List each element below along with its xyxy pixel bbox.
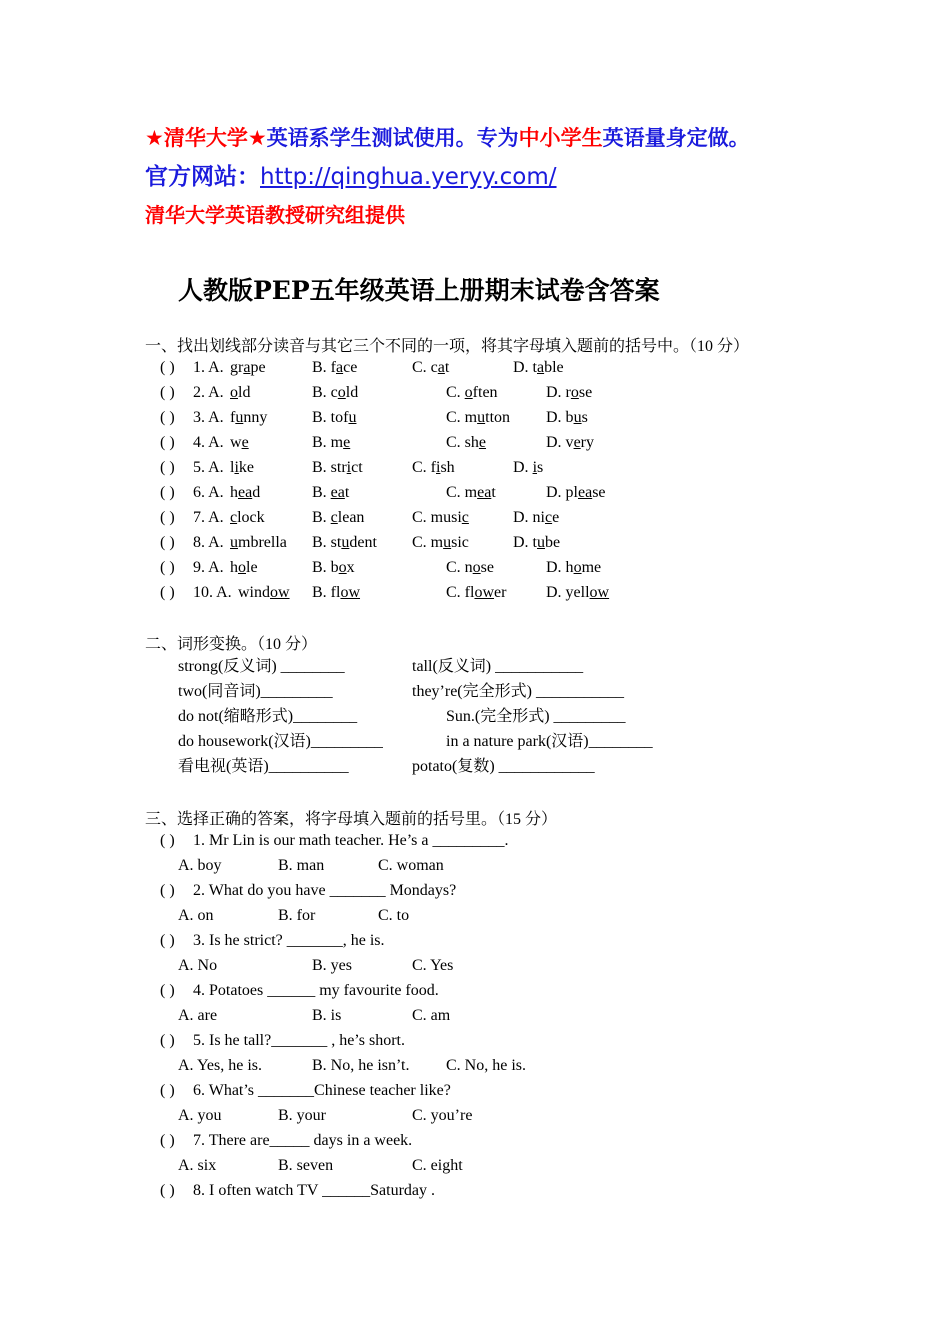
option-b: B. tofu (312, 409, 357, 426)
underlined-sound: a (243, 359, 251, 376)
header-line-3: 清华大学英语教授研究组提供 (145, 203, 405, 227)
question-number: 9. A. (193, 559, 224, 576)
option-a: head (230, 484, 261, 501)
option-d: D. is (513, 459, 544, 476)
question-number: 10. A. (193, 584, 232, 601)
answer-blank[interactable]: ( ) (160, 982, 175, 999)
option-b: B. box (312, 559, 355, 576)
underlined-sound: e (343, 434, 351, 451)
underlined-sound: i (532, 459, 538, 476)
underlined-sound: o (464, 384, 473, 401)
option-b: B. student (312, 534, 377, 551)
underlined-sound: a (537, 359, 545, 376)
word-form-right: tall(反义词) ___________ (412, 658, 584, 675)
mc-option-a[interactable]: A. on (178, 907, 214, 924)
word-form-right: Sun.(完全形式) _________ (446, 708, 626, 725)
mc-option-a[interactable]: A. you (178, 1107, 222, 1124)
question-text: 5. Is he tall?_______ , he’s short. (193, 1032, 405, 1049)
underlined-sound: a (437, 359, 445, 376)
answer-blank[interactable]: ( ) (160, 1182, 175, 1199)
question-number: 4. A. (193, 434, 224, 451)
option-c: C. mutton (446, 409, 511, 426)
word-form-right: in a nature park(汉语)________ (446, 733, 653, 750)
underlined-sound: ow (474, 584, 495, 601)
answer-blank[interactable]: ( ) (160, 359, 175, 376)
option-a: clock (230, 509, 265, 526)
option-d: D. please (546, 484, 606, 501)
option-c: C. cat (412, 359, 450, 376)
underlined-sound: c (461, 509, 469, 526)
underlined-sound: u (537, 534, 545, 551)
option-c: C. she (446, 434, 487, 451)
underlined-sound: ow (270, 584, 290, 601)
underlined-sound: o (570, 384, 579, 401)
option-c: C. music (412, 509, 469, 526)
question-number: 3. A. (193, 409, 224, 426)
underlined-sound: o (338, 559, 347, 576)
mc-option-b[interactable]: B. yes (312, 957, 352, 974)
mc-option-c[interactable]: C. to (378, 907, 410, 924)
answer-blank[interactable]: ( ) (160, 1082, 175, 1099)
option-b: B. strict (312, 459, 363, 476)
option-a: funny (230, 409, 268, 426)
underlined-sound: ow (340, 584, 361, 601)
answer-blank[interactable]: ( ) (160, 882, 175, 899)
answer-blank[interactable]: ( ) (160, 932, 175, 949)
underlined-sound: u (477, 409, 486, 426)
page-title: 人教版PEP五年级英语上册期末试卷含答案 (178, 276, 660, 305)
underlined-sound: c (545, 509, 553, 526)
option-d: D. very (546, 434, 594, 451)
mc-option-c[interactable]: C. you’re (412, 1107, 473, 1124)
mc-option-c[interactable]: C. woman (378, 857, 444, 874)
underlined-sound: ea (330, 484, 345, 501)
word-form-right: potato(复数) ____________ (412, 758, 595, 775)
underlined-sound: e (573, 434, 581, 451)
part2-heading: 二、词形变换。（10 分） (145, 636, 318, 653)
answer-blank[interactable]: ( ) (160, 1032, 175, 1049)
underlined-sound: o (573, 559, 582, 576)
underlined-sound: u (348, 409, 357, 426)
mc-option-b[interactable]: B. your (278, 1107, 326, 1124)
part1-heading: 一、找出划线部分读音与其它三个不同的一项，将其字母填入题前的括号中。（10 分） (145, 338, 750, 355)
underlined-sound: ow (589, 584, 610, 601)
mc-option-a[interactable]: A. No (178, 957, 218, 974)
underlined-sound: i (436, 459, 441, 476)
website-link[interactable]: http://qinghua.yeryy.com/ (260, 164, 557, 190)
header-org: 清华大学 (163, 126, 248, 150)
option-c: C. fish (412, 459, 455, 476)
answer-blank[interactable]: ( ) (160, 434, 175, 451)
question-number: 6. A. (193, 484, 224, 501)
underlined-sound: i (346, 459, 352, 476)
answer-blank[interactable]: ( ) (160, 584, 175, 601)
underlined-sound: o (472, 559, 481, 576)
mc-option-c[interactable]: C. eight (412, 1157, 463, 1174)
underlined-sound: u (230, 534, 238, 551)
answer-blank[interactable]: ( ) (160, 459, 175, 476)
mc-option-b[interactable]: B. is (312, 1007, 342, 1024)
mc-option-a[interactable]: A. boy (178, 857, 222, 874)
underlined-sound: c (330, 509, 338, 526)
option-b: B. eat (312, 484, 350, 501)
question-text: 3. Is he strict? _______, he is. (193, 932, 385, 949)
header-line-2 (145, 158, 557, 191)
header-text-2: 英语量身定做。 (602, 126, 750, 150)
answer-blank[interactable]: ( ) (160, 409, 175, 426)
question-number: 8. A. (193, 534, 224, 551)
question-text: 1. Mr Lin is our math teacher. He’s a _________. (193, 832, 509, 849)
option-c: C. flower (446, 584, 507, 601)
star-icon: ★ (145, 126, 164, 150)
mc-option-c[interactable]: C. No, he is. (446, 1057, 526, 1074)
option-d: D. tube (513, 534, 561, 551)
answer-blank[interactable]: ( ) (160, 484, 175, 501)
underlined-sound: u (573, 409, 582, 426)
word-form-left: two(同音词)_________ (178, 683, 333, 700)
word-form-left: 看电视(英语)__________ (178, 758, 349, 775)
option-c: C. music (412, 534, 469, 551)
option-c: C. meat (446, 484, 496, 501)
part3-heading: 三、选择正确的答案，将字母填入题前的括号里。（15 分） (145, 811, 558, 828)
word-form-left: strong(反义词) ________ (178, 658, 345, 675)
underlined-sound: u (235, 409, 244, 426)
word-form-left: do housework(汉语)_________ (178, 733, 383, 750)
underlined-sound: ea (477, 484, 492, 501)
mc-option-c[interactable]: C. Yes (412, 957, 454, 974)
underlined-sound: u (341, 534, 350, 551)
mc-option-b[interactable]: B. seven (278, 1157, 334, 1174)
option-b: B. clean (312, 509, 365, 526)
question-text: 8. I often watch TV ______Saturday . (193, 1182, 436, 1199)
underlined-sound: ea (578, 484, 593, 501)
question-text: 2. What do you have _______ Mondays? (193, 882, 457, 899)
question-text: 4. Potatoes ______ my favourite food. (193, 982, 439, 999)
header-highlight: 中小学生 (518, 126, 603, 150)
underlined-sound: o (238, 559, 246, 576)
question-text: 7. There are_____ days in a week. (193, 1132, 413, 1149)
option-d: D. nice (513, 509, 560, 526)
question-number: 5. A. (193, 459, 224, 476)
option-b: B. face (312, 359, 358, 376)
website-label: 官方网站： (145, 164, 260, 190)
underlined-sound: a (336, 359, 344, 376)
header-text-1: 英语系学生测试使用。专为 (266, 126, 519, 150)
option-a: we (230, 434, 249, 451)
option-c: C. often (446, 384, 498, 401)
answer-blank[interactable]: ( ) (160, 832, 175, 849)
option-d: D. rose (546, 384, 593, 401)
option-c: C. nose (446, 559, 494, 576)
mc-option-a[interactable]: A. Yes, he is. (178, 1057, 263, 1074)
option-d: D. home (546, 559, 602, 576)
question-text: 6. What’s _______Chinese teacher like? (193, 1082, 451, 1099)
answer-blank[interactable]: ( ) (160, 534, 175, 551)
underlined-sound: o (230, 384, 238, 401)
option-a: old (230, 384, 251, 401)
option-b: B. flow (312, 584, 361, 601)
option-b: B. cold (312, 384, 359, 401)
mc-option-b[interactable]: B. for (278, 907, 316, 924)
underlined-sound: e (241, 434, 249, 451)
answer-blank[interactable]: ( ) (160, 384, 175, 401)
star-icon: ★ (247, 126, 267, 150)
mc-option-b[interactable]: B. man (278, 857, 325, 874)
underlined-sound: ea (238, 484, 253, 501)
option-a: grape (230, 359, 266, 376)
answer-blank[interactable]: ( ) (160, 559, 175, 576)
option-b: B. me (312, 434, 351, 451)
option-a: umbrella (230, 534, 287, 551)
question-number: 1. A. (193, 359, 224, 376)
mc-option-b[interactable]: B. No, he isn’t. (312, 1057, 410, 1074)
mc-option-a[interactable]: A. are (178, 1007, 218, 1024)
mc-option-c[interactable]: C. am (412, 1007, 451, 1024)
header-line-1 (145, 122, 750, 152)
question-number: 2. A. (193, 384, 224, 401)
underlined-sound: u (443, 534, 452, 551)
option-a: like (230, 459, 255, 476)
word-form-right: they’re(完全形式) ___________ (412, 683, 624, 700)
option-a: hole (230, 559, 258, 576)
option-d: D. bus (546, 409, 588, 426)
underlined-sound: i (234, 459, 239, 476)
underlined-sound: c (230, 509, 238, 526)
option-a: window (238, 584, 290, 601)
answer-blank[interactable]: ( ) (160, 509, 175, 526)
underlined-sound: e (478, 434, 487, 451)
question-number: 7. A. (193, 509, 224, 526)
answer-blank[interactable]: ( ) (160, 1132, 175, 1149)
word-form-left: do not(缩略形式)________ (178, 708, 358, 725)
mc-option-a[interactable]: A. six (178, 1157, 217, 1174)
option-d: D. table (513, 359, 564, 376)
option-d: D. yellow (546, 584, 610, 601)
underlined-sound: o (337, 384, 346, 401)
